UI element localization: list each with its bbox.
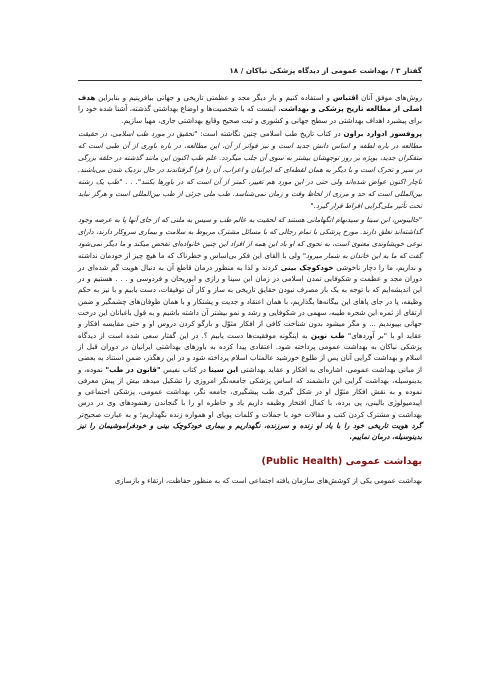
paragraph-browne-quote (78, 128, 422, 212)
italic-conclusion: گرد هویت تاریخی خود را با یاد او زنده و سرزنده، نگهداریم و بیماری خودکوچک بینی و خودفراموشیمان را نیز بدینوسیله، درمان نماییم. (78, 421, 422, 442)
running-header: گفتار ۳ / بهداشت عمومی از دیدگاه پزشکی نیاکان / ۱۸ (78, 66, 422, 81)
text-run: کردند و لذا به منظور درمان قاطع آن به دنبال هویت گم شده‌ای در دوران مجد و عظمت و شکوفایی تمدن اسلامی در زمان ابن سینا و رازی و ابوریحان و فردوسی و . . . هستیم و در این اندیشه‌ایم که با توجه به یک بار مصرف نبودن حقایق تاریخی به ساز و کار آن توفیقات، دست یابیم و با نیز به حکم وظیفه، پا در جای پاهای این بیگانه‌ها بگذاریم، با همان اعتقاد و جدیت و پشتکار و با همان طوفان‌های چشمگیر و ضمن ارتقای از ثمره این شجره طیبه، سهمی در شکوفایی و رشد و نمو بیشتر آن داشته باشیم و به قول باغبانان این درخت جهانی بپیوندیم ... و مگر میشود بدون شناخت کافی از افکار مثوّل و بارگو کردن دروس او و حتی مقایسه افکار و عقاید او با "بر آوردهای" (78, 262, 422, 340)
block-quote: "جالینوس، ابن سینا و سیدنهام انگهامانی هستند که لحقیت به عالم طب و سیس به ملتی که از جای آنها پا به عرصه وجود گذاشته‌اند تعلق دارند. مورخ پزشکی با تمام رجالی که با مسائل مشترک مربوط به سلامت و بیماری سروکار دارند، دارای نوعی خویشاوندی معنوی است، به نحوی که او باد این همه از افراد این چنین خانواده‌ای تفحص میکند و ما دیگر نمی‌شود گفت که ما به این خاندان به شمار میرود" (78, 215, 422, 260)
text-run: ، اینست که با شخصیت‌ها و اوضاع بهداشتی گذشته، آشنا شده خود را برای پیشبرد اهداف بهداشتی در سطح جهانی و کشوری و ثبت صحیح وقایع بهداشتی جاری، مهیا سازیم. (78, 104, 422, 125)
bold-term: طب نوین (310, 330, 345, 340)
document-body (78, 92, 422, 488)
block-quote: "تحقیق در مورد طب اسلامی، در حقیقت مطالعه در باره لطفه و اساس دانش جدید است و نیز فواتر از آن، این مطالعه، در باره باوری از آن طبی است که متفکران جدید، بویژه بر روز توجهشان بیشتر به سوی آن جلب میگردد. علم طب اکنون این مانند گذشته در حلقه بزرگی در سیر و تحرک است و با دیگر به همان لقطه‌ای که ایرانیان و اعراب، آن را فرا گرفتاندند در حال نزدیک شدن می‌باشند. ناچار اکنون عواض شده‌اند ولی حتی در این مورد هم تغییر، کمتر از آن است که در باورها بکنند". . . "طب یک رشته بین‌المللی است که حد و مرزی از لحاظ وقت و زمان نمی‌شناسد. طب ملی جزئی از طب بین‌المللی است و هرگز نباید تحت تأثیر ملی‌گرایی افراط قرار گیرد." (78, 129, 422, 210)
text-run: در کتاب تاریخ طب اسلامی چنین نگاشته است: (197, 128, 344, 138)
text-run: به اینگونه موفقیت‌ها دست یابیم ؟. در این گفتار سعی شده است از دیدگاه پزشکی نیاکان به بهداشت عمومی پرداخته شود. اعتقادی پیدا کرده به باورهای بهداشتی ایرانیان در دوران قبل از اسلام و بهداشت گرایی آنان پس از طلوع خورشید عالمتاب اسلام پرداخته شود و در این رهگذر، ضمن استناد به بعضی از مبانی بهداشت عمومی، اشاره‌ای به افکار و عقاید بهداشتی (78, 330, 422, 374)
bold-term: "قانون در طب" (105, 364, 161, 374)
paragraph-main (78, 214, 422, 443)
author-name: پروفسور ادوارد براون (343, 128, 422, 138)
bold-term: خودکوچک بینی (280, 262, 334, 272)
section-heading-en: (Public Health) (261, 455, 343, 467)
text-run: روش‌های موفق آنان (358, 93, 422, 102)
section-heading-fa: بهداشت عمومی (345, 455, 422, 467)
text-run: و استفاده کنیم و بار دیگر مجد و عظمتی تاریخی و جهانی بیافرینیم و بنابراین (95, 93, 333, 102)
bold-term: هدف اصلی از مطالعه تاریخ پزشکی و بهداشت (78, 93, 422, 114)
paragraph-public-health (78, 475, 422, 486)
text-run: در کتاب نفیس (160, 364, 209, 374)
text-run: نموده، و بدینوسیله، بهداشت گرایی این دانشمند که اساس پزشکی جامعه‌نگر امروزی را تشکیل میدهد بیش از پیش معرفی نموده و به نقش افکار مثوّل او در شکل گیری طب پیشگیری، جامعه نگر، بهداشت عمومی، پزشکی اجتماعی و اپیدمیولوژی بالینی، پی برده، با کمال افتخار وظیفه داریم یاد و خاطره او را با گنجاندن رهنمودهای وی در درس بهداشت و مشترک کردن کتب و مقالات خود با جملات و کلمات پویای او همواره زنده نگهداریم؛ و به عبارت صحیح‌تر (78, 364, 422, 419)
section-heading (78, 455, 422, 469)
bold-term: اقتباس (332, 93, 359, 102)
bold-term: ابن سینا (208, 364, 239, 374)
text-run: بهداشت عمومی یکی از کوشش‌های سازمان یافته اجتماعی است که به منظور حفاظت، ارتقاء و بازسازی (114, 475, 422, 485)
text-run: ولی با القای این فکر بی‌اساس و خطرناک که ما هیچ چیز از خودمان نداشته و نداریم، ما را دچار ناخوشی (78, 250, 422, 272)
paragraph-intro (78, 92, 422, 126)
